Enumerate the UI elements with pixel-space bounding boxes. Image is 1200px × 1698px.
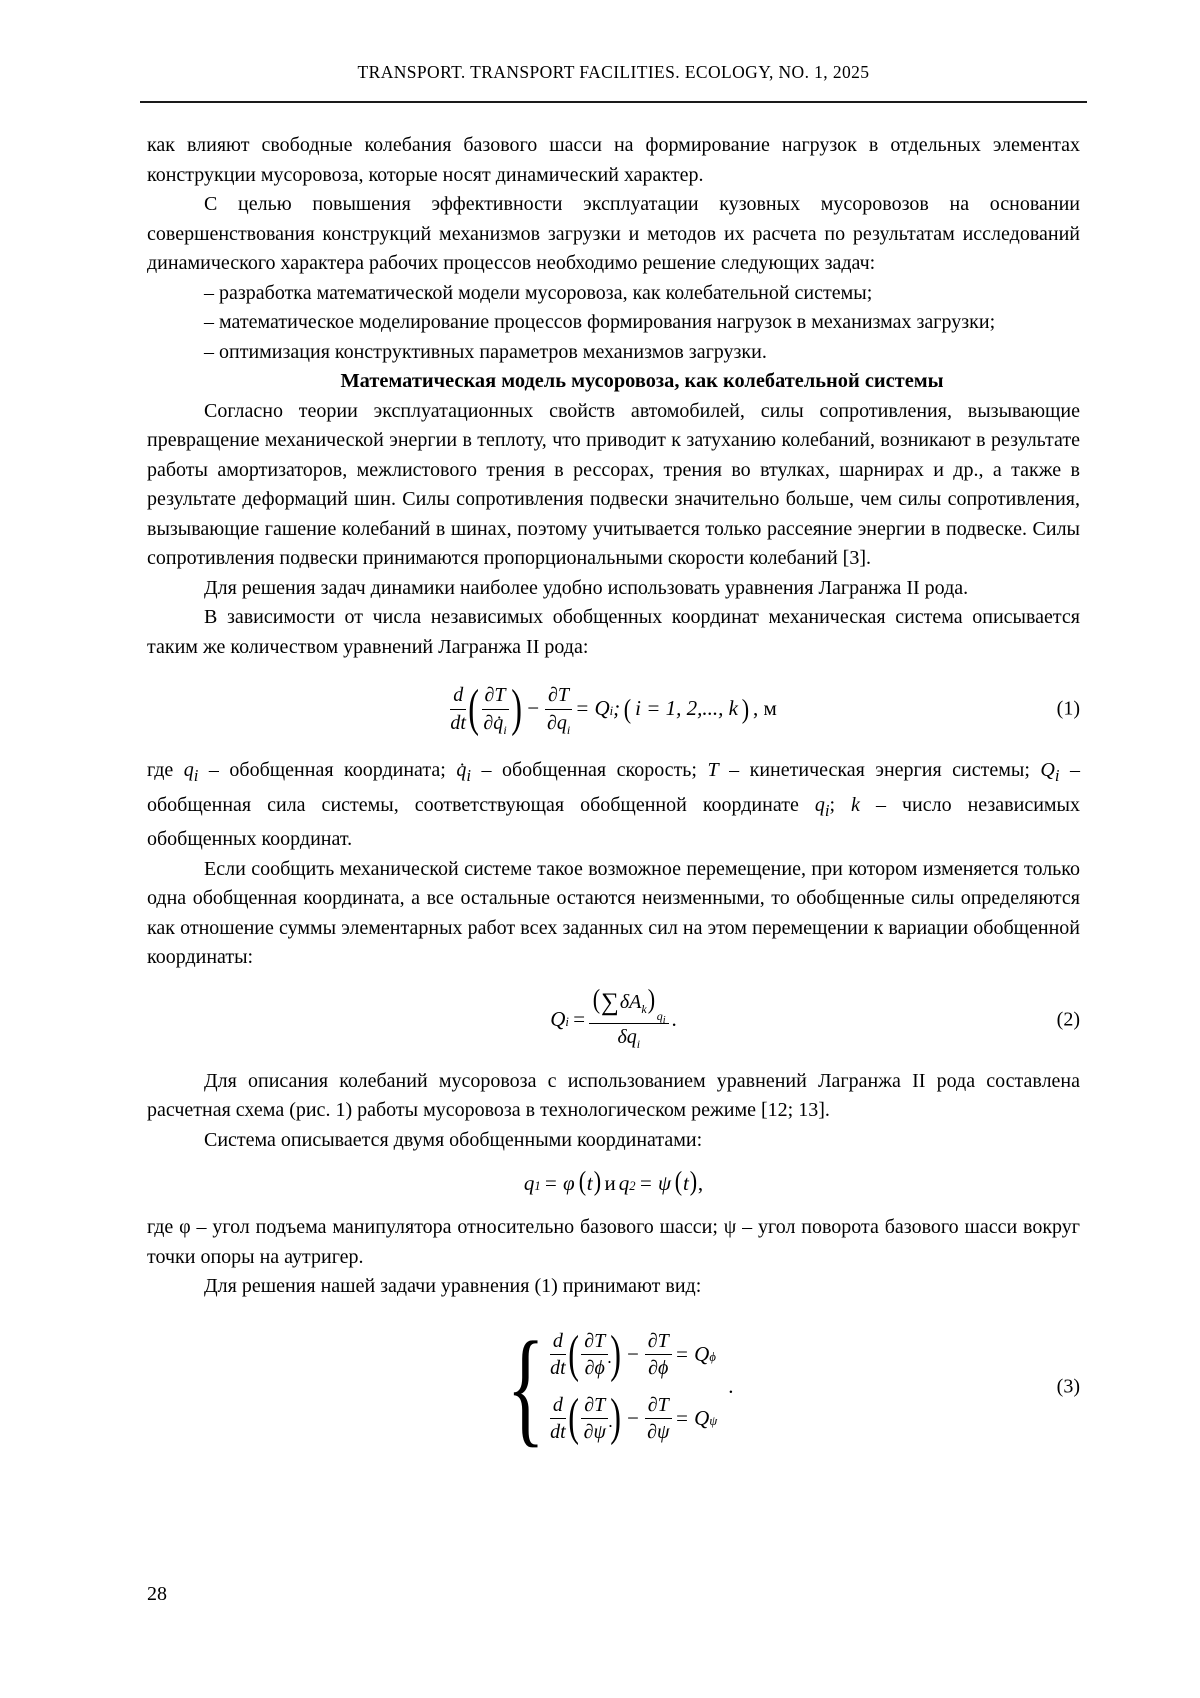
paragraph-resistance-forces: Согласно теории эксплуатационных свойств автомобилей, силы сопротивления, вызывающие превращение механической энергии в теплоту, что приводит к затуханию колебаний, возникают в результате работы амортизаторов, межлистового трения в рессорах, трения во втулках, шарнирах и др., а также в результате деформаций шин. Силы сопротивления подвески значительно больше, чем силы сопротивления, вызывающие гашение колебаний в шинах, поэтому учитывается только рассеяние энергии в подвеске. Силы сопротивления подвески принимаются пропорциональными скорости колебаний [3].	[147, 399, 1080, 569]
equation-system	[550, 1325, 718, 1447]
fraction-work-sum	[589, 983, 669, 1051]
paragraph-angles-definition: где φ – угол подъема манипулятора относительно базового шасси; ψ – угол поворота базового шасси вокруг точки опоры на аутригер.	[147, 1216, 1080, 1268]
var-k: k	[851, 793, 860, 816]
where-text: – обобщенная скорость;	[470, 759, 708, 781]
var-q2: q 2	[619, 1169, 636, 1199]
paragraph-two-coordinates: Система описывается двумя обобщенными координатами:	[204, 1128, 703, 1151]
where-text: – кинетическая энергия системы;	[718, 759, 1041, 781]
where-text: – обобщенная координата;	[198, 759, 457, 781]
subscript-k: k	[641, 1001, 647, 1016]
equation-3	[147, 1312, 1080, 1462]
subscript-i: i	[824, 800, 830, 820]
equals-Q: = Q	[575, 696, 610, 721]
subscript-i: i	[503, 722, 507, 737]
frac-numerator: d	[550, 1394, 566, 1419]
fraction-dT-dq	[545, 684, 572, 737]
semicolon: ;	[613, 696, 621, 721]
fraction-dT-dpsi	[645, 1394, 672, 1444]
fraction-dT-dqdot	[482, 684, 509, 737]
paragraph-where-definitions	[147, 756, 1080, 855]
fraction-dT-dpsidot	[581, 1394, 608, 1444]
equation-1	[147, 670, 1080, 748]
paragraph-generalized-forces: Если сообщить механической системе такое возможное перемещение, при котором изменяется только одна обобщенная координата, а все остальные остаются неизменными, то обобщенные силы определяются как отношение суммы элементарных работ всех заданных сил на этом перемещении к вариации обобщенной координаты:	[147, 857, 1080, 968]
frac-denominator	[617, 1024, 641, 1051]
equation-2-formula	[550, 983, 677, 1051]
var-qdot	[456, 759, 471, 785]
frac-numerator: ∂T	[482, 684, 509, 709]
equation-3-formula: { $\frac{d}{dt}$ ( $\frac{\partial T}{\partial\phi̇}$ ) − $\frac{\partial T}{\partial\phi}$ = Q ϕ $\frac{d}{dt}$ ( $\frac{\partial T}{\partial\psi̇}$ ) − $\frac{\partial T}{\partial\psi}$ = Q ψ .	[506, 1313, 734, 1459]
coordinates-formula	[523, 1166, 704, 1199]
list-item-3: – оптимизация конструктивных параметров механизмов загрузки.	[204, 340, 767, 363]
period: .	[671, 1006, 677, 1031]
equation-tail: , м	[752, 696, 777, 721]
equation-2	[147, 981, 1080, 1059]
var-qdot-symbol: q̇	[456, 759, 467, 781]
partial-q: ∂q	[546, 711, 567, 734]
rhs-Q-phi: = Q ϕ	[675, 1340, 716, 1370]
paragraph-lagrange-intro: Для решения задач динамики наиболее удобно использовать уравнения Лагранжа II рода.	[204, 576, 969, 599]
delta-A: δA	[619, 990, 642, 1013]
paragraph-equations-form: Для решения нашей задачи уравнения (1) принимают вид:	[204, 1275, 702, 1297]
frac-denominator: dt	[450, 711, 466, 734]
where-text: ;	[829, 793, 852, 816]
conjunction-and: и	[604, 1171, 616, 1196]
system-row-phi: $\frac{d}{dt}$ ( $\frac{\partial T}{\partial\phi̇}$ ) − $\frac{\partial T}{\partial\phi}$ = Q ϕ	[550, 1325, 716, 1383]
equals-phi: = φ	[543, 1171, 575, 1196]
sub-q: q	[656, 1008, 663, 1023]
subscript-i: i	[193, 766, 199, 785]
arg-t: ( t ) ,	[674, 1169, 703, 1199]
frac-denominator	[546, 710, 571, 737]
coordinates-definition	[147, 1161, 1080, 1207]
equals-Q: = Q	[674, 1341, 710, 1366]
minus-sign: −	[525, 696, 541, 721]
where-text: – число независимых обобщенных координат.	[147, 793, 1080, 850]
fraction-d-dt	[550, 1394, 566, 1444]
var-q-symbol: q	[618, 1171, 630, 1196]
frac-denominator: ∂ϕ	[648, 1357, 669, 1380]
var-t: t	[586, 1171, 593, 1196]
var-q1: q 1	[524, 1169, 541, 1199]
var-q	[183, 759, 199, 785]
frac-denominator: ∂ϕ̇	[584, 1357, 605, 1380]
frac-numerator: d	[550, 1330, 566, 1355]
frac-denominator: dt	[550, 1357, 566, 1380]
sub-sub-i: i	[662, 1014, 666, 1026]
var-T: T	[707, 759, 719, 781]
section-heading: Математическая модель мусоровоза, как колебательной системы	[340, 370, 944, 392]
var-t: t	[683, 1171, 689, 1196]
index-range: i = 1, 2,..., k	[635, 696, 738, 721]
frac-numerator: ∂T	[581, 1330, 608, 1355]
arg-t: ( t )	[578, 1169, 602, 1199]
subscript-i: i	[636, 1036, 641, 1051]
fraction-dT-dphi	[645, 1330, 672, 1380]
frac-numerator: ∂T	[645, 1394, 672, 1419]
fraction-d-dt	[550, 1330, 566, 1380]
equation-1-formula: $\frac{d}{dt}$ ( $\frac{\partial T}{\partial q̇_i}$ ) − $\frac{\partial T}{\partial q_i}$ = Q i ; ( i = 1, 2,..., k ) , м	[450, 680, 777, 737]
frac-numerator: d	[450, 684, 466, 709]
lhs-Q: Q i	[550, 1005, 569, 1035]
frac-numerator: ∂T	[645, 1330, 672, 1355]
system-row-psi: $\frac{d}{dt}$ ( $\frac{\partial T}{\partial\psi̇}$ ) − $\frac{\partial T}{\partial\psi}$ = Q ψ	[550, 1389, 718, 1447]
rhs-generalized-force: = Q i ;	[575, 694, 620, 724]
minus-sign: −	[625, 1405, 640, 1430]
equation-number-3: (3)	[1056, 1374, 1080, 1397]
var-Q	[1040, 759, 1060, 785]
fraction-dT-dphidot	[581, 1330, 608, 1380]
fraction-d-dt	[450, 684, 466, 734]
comma: ,	[697, 1171, 704, 1196]
subscript-i: i	[466, 766, 471, 785]
equation-number-1: (1)	[1056, 697, 1080, 720]
list-item-1: – разработка математической модели мусоровоза, как колебательной системы;	[204, 281, 873, 304]
equals-sign: =	[571, 1006, 587, 1031]
header-rule	[140, 101, 1087, 103]
var-q-symbol: q	[814, 793, 825, 816]
minus-sign: −	[625, 1341, 640, 1366]
rhs-Q-psi: = Q ψ	[675, 1404, 717, 1434]
var-q	[814, 793, 830, 820]
equation-number-2: (2)	[1056, 1007, 1080, 1030]
subscript-i: i	[1054, 766, 1060, 785]
frac-denominator: ∂ψ̇	[583, 1420, 606, 1443]
paragraph-continuation: как влияют свободные колебания базового шасси на формирование нагрузок в отдельных элементах конструкции мусоровоза, которые носят динамический характер.	[147, 134, 1080, 186]
where-text: где	[147, 759, 184, 781]
var-Q-symbol: Q	[550, 1006, 566, 1031]
var-q-symbol: q	[183, 759, 194, 781]
sum-icon: ∑	[601, 989, 619, 1017]
frac-denominator: ∂ψ	[647, 1420, 670, 1443]
frac-denominator: dt	[550, 1420, 566, 1443]
frac-numerator: ∂T	[581, 1394, 608, 1419]
paragraph-scheme-reference: Для описания колебаний мусоровоза с использованием уравнений Лагранжа II рода составлена расчетная схема (рис. 1) работы мусоровоза в технологическом режиме [12; 13].	[147, 1069, 1080, 1121]
frac-numerator: ∂T	[545, 684, 572, 709]
paragraph-coordinates-count: В зависимости от числа независимых обобщенных координат механическая система описывается таким же количеством уравнений Лагранжа II рода:	[147, 606, 1080, 658]
var-Q-symbol: Q	[1040, 759, 1055, 781]
outer-subscript-qi	[656, 1008, 666, 1026]
delta-q: δq	[617, 1025, 637, 1048]
period: .	[728, 1373, 734, 1398]
var-q-symbol: q	[523, 1171, 535, 1196]
where-text: – обобщенная сила системы, соответствующая обобщенной координате	[147, 759, 1080, 816]
list-item-2: – математическое моделирование процессов формирования нагрузок в механизмах загрузки;	[204, 311, 996, 333]
partial-qdot: ∂q̇	[483, 711, 504, 734]
subscript-i: i	[566, 722, 571, 737]
article-body	[147, 131, 1080, 1472]
journal-header: TRANSPORT. TRANSPORT FACILITIES. ECOLOGY, NO. 1, 2025	[357, 62, 870, 82]
frac-numerator: $(\sum\delta A_k)_{q_i}$	[589, 991, 669, 1024]
equals-Q: = Q	[674, 1405, 710, 1430]
paragraph-goal: С целью повышения эффективности эксплуатации кузовных мусоровозов на основании совершенствования конструкций механизмов загрузки и методов их расчета по результатам исследований динамического характера рабочих процессов необходимо решение следующих задач:	[147, 193, 1080, 274]
frac-denominator	[483, 710, 507, 737]
equals-psi: = ψ	[638, 1171, 672, 1196]
page-number: 28	[147, 1583, 167, 1605]
